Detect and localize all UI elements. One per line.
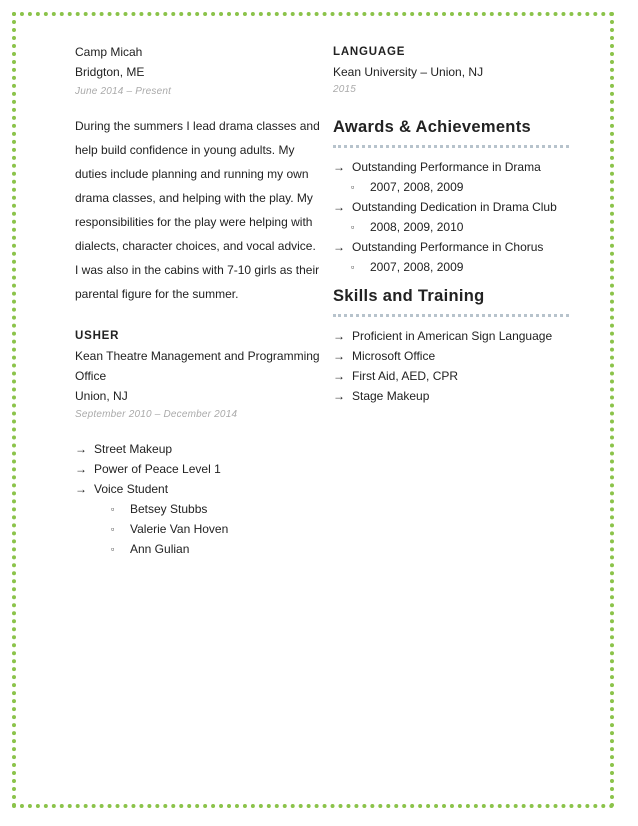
- left-column: [75, 42, 320, 559]
- arrow-icon: →: [333, 369, 345, 383]
- arrow-icon: →: [333, 329, 345, 343]
- list-item: [75, 439, 320, 459]
- language-heading: LANGUAGE: [333, 46, 406, 58]
- usher-location: Union, NJ: [75, 389, 128, 403]
- camp-description: During the summers I lead drama classes and help build confidence in young adults. My duties include planning and running my own drama classes, and helping with the play. My responsibilities for the play were helping with dialects, character choices, and vocal advice. I was also in the cabins with 7-10 girls as their parental figure for the summer.: [75, 119, 320, 301]
- sub-list-item-label: Valerie Van Hoven: [130, 522, 229, 536]
- sub-list-item-label: Ann Gulian: [130, 542, 190, 556]
- list-item: [333, 326, 571, 346]
- arrow-icon: →: [75, 462, 87, 476]
- arrow-icon: →: [75, 442, 87, 456]
- extras-list: [75, 439, 320, 559]
- sub-list-item-label: Betsey Stubbs: [130, 502, 208, 516]
- language-school: Kean University – Union, NJ: [333, 65, 484, 79]
- arrow-icon: →: [333, 349, 345, 363]
- square-bullet-icon: ▫: [111, 524, 115, 534]
- list-item-label: Power of Peace Level 1: [94, 462, 221, 476]
- language-year: 2015: [333, 84, 357, 95]
- sub-list-item: [333, 217, 571, 237]
- sub-list-item: [75, 499, 320, 519]
- arrow-icon: →: [75, 482, 87, 496]
- skill-label: Proficient in American Sign Language: [352, 329, 553, 343]
- usher-org: Kean Theatre Management and Programming Office: [75, 349, 320, 383]
- skill-label: First Aid, AED, CPR: [352, 369, 459, 383]
- arrow-icon: →: [333, 240, 345, 254]
- skills-heading: Skills and Training: [333, 287, 485, 305]
- sub-list-item: [75, 519, 320, 539]
- dotted-rule: [333, 314, 569, 317]
- square-bullet-icon: ▫: [111, 544, 115, 554]
- sub-list-item: [333, 257, 571, 277]
- arrow-icon: →: [333, 200, 345, 214]
- skill-label: Microsoft Office: [352, 349, 436, 363]
- list-item: [333, 386, 571, 406]
- award-label: Outstanding Performance in Chorus: [352, 240, 544, 254]
- awards-list: [333, 157, 571, 277]
- dotted-rule: [333, 145, 569, 148]
- award-years: 2007, 2008, 2009: [370, 180, 464, 194]
- list-item: [333, 157, 571, 177]
- usher-dates: September 2010 – December 2014: [75, 409, 238, 420]
- camp-location: Bridgton, ME: [75, 65, 145, 79]
- camp-dates: June 2014 – Present: [75, 86, 172, 97]
- square-bullet-icon: ▫: [351, 262, 355, 272]
- award-label: Outstanding Dedication in Drama Club: [352, 200, 557, 214]
- square-bullet-icon: ▫: [111, 504, 115, 514]
- square-bullet-icon: ▫: [351, 182, 355, 192]
- list-item: [333, 237, 571, 257]
- list-item-label: Street Makeup: [94, 442, 173, 456]
- camp-name: Camp Micah: [75, 45, 143, 59]
- sub-list-item: [75, 539, 320, 559]
- square-bullet-icon: ▫: [351, 222, 355, 232]
- right-column: [333, 42, 571, 406]
- usher-heading: USHER: [75, 330, 120, 342]
- list-item: [333, 366, 571, 386]
- skills-list: [333, 326, 571, 406]
- arrow-icon: →: [333, 389, 345, 403]
- awards-heading: Awards & Achievements: [333, 118, 531, 136]
- sub-list-item: [333, 177, 571, 197]
- list-item: [75, 479, 320, 499]
- skill-label: Stage Makeup: [352, 389, 430, 403]
- arrow-icon: →: [333, 160, 345, 174]
- award-years: 2008, 2009, 2010: [370, 220, 464, 234]
- list-item-label: Voice Student: [94, 482, 169, 496]
- list-item: [75, 459, 320, 479]
- award-years: 2007, 2008, 2009: [370, 260, 464, 274]
- award-label: Outstanding Performance in Drama: [352, 160, 541, 174]
- list-item: [333, 346, 571, 366]
- list-item: [333, 197, 571, 217]
